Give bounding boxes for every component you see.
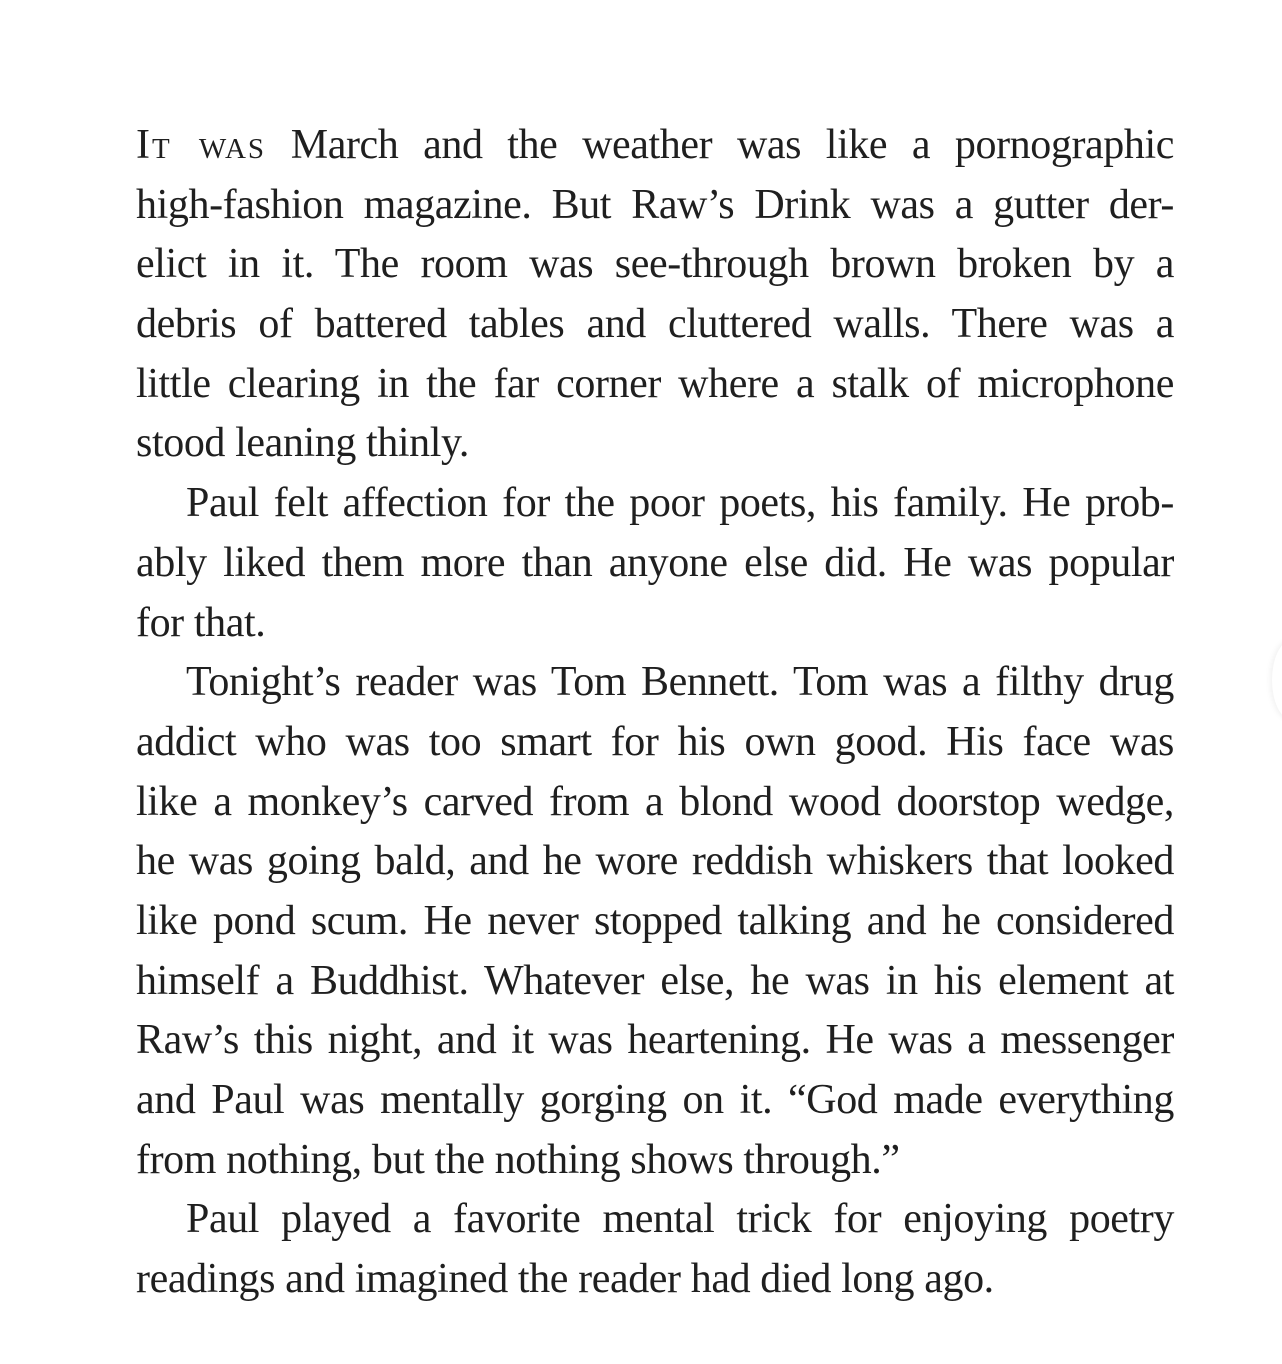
text-line: and Paul was mentally gorging on it. “God made everything [136, 1077, 1174, 1123]
book-page [136, 116, 1174, 1310]
text-line: debris of battered tables and cluttered walls. There was a [136, 301, 1174, 348]
text-line: elict in it. The room was see-through brown broken by a [136, 241, 1174, 288]
text-line: stood leaning thinly. [136, 420, 470, 467]
text-line: like a monkey’s carved from a blond wood doorstop wedge, [136, 778, 1174, 825]
text-line: from nothing, but the nothing shows through.” [136, 1136, 900, 1183]
paragraph-3 [136, 653, 1174, 1190]
text-line: high-fashion magazine. But Raw’s Drink was a gutter der- [136, 181, 1174, 228]
paragraph-2 [136, 474, 1174, 653]
paragraph-4 [136, 1190, 1174, 1309]
text-line: ably liked them more than anyone else did. He was popular [136, 539, 1174, 586]
text-line: like pond scum. He never stopped talking and he considered [136, 897, 1174, 944]
text-line: Raw’s this night, and it was heartening. He was a messenger [136, 1017, 1174, 1064]
paragraph-1 [136, 116, 1174, 474]
text-line: Paul felt affection for the poor poets, his family. He prob- [186, 480, 1174, 527]
text-line: little clearing in the far corner where a stalk of microphone [136, 360, 1174, 407]
text-line: himself a Buddhist. Whatever else, he was in his element at [136, 957, 1174, 1004]
text-line: Tonight’s reader was Tom Bennett. Tom was a filthy drug [186, 659, 1174, 706]
text-line: addict who was too smart for his own good. His face was [136, 718, 1174, 765]
text-line [136, 116, 1174, 176]
text-line: he was going bald, and he wore reddish whiskers that looked [136, 838, 1174, 885]
text-line-content: March and the weather was like a pornographic [266, 122, 1174, 168]
text-line: readings and imagined the reader had died long ago. [136, 1256, 994, 1303]
page-turn-handle[interactable] [1272, 640, 1282, 720]
text-line: Paul played a favorite mental trick for enjoying poetry [186, 1196, 1174, 1243]
opening-smallcaps: It was [136, 122, 267, 168]
text-line: for that. [136, 599, 266, 646]
